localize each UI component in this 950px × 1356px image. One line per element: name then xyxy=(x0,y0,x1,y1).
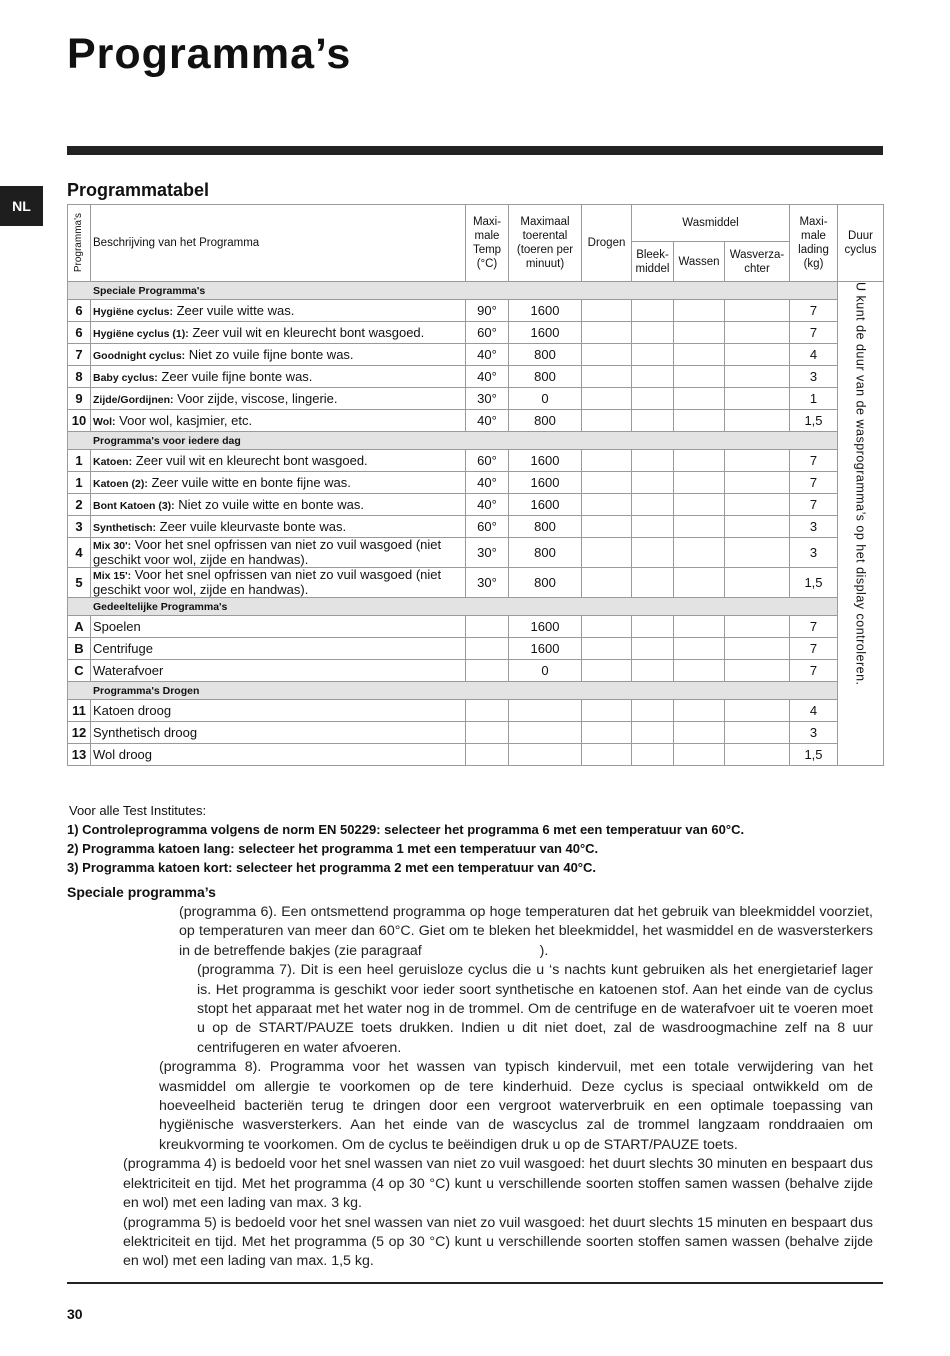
max-rpm: 0 xyxy=(509,660,582,682)
bleekmiddel-cell xyxy=(632,744,674,766)
program-text: Waterafvoer xyxy=(93,663,164,678)
program-description xyxy=(91,322,466,344)
wasverzachter-cell xyxy=(725,300,790,322)
wasverzachter-cell xyxy=(725,344,790,366)
max-rpm: 1600 xyxy=(509,322,582,344)
program-description xyxy=(91,516,466,538)
table-row xyxy=(68,450,884,472)
max-temp: 30° xyxy=(466,568,509,598)
table-row xyxy=(68,388,884,410)
drogen-cell xyxy=(582,568,632,598)
max-rpm: 800 xyxy=(509,538,582,568)
drogen-cell xyxy=(582,638,632,660)
max-load: 1,5 xyxy=(790,410,838,432)
table-row xyxy=(68,410,884,432)
program-text: Centrifuge xyxy=(93,641,153,656)
program-name: Katoen (2): xyxy=(93,478,148,490)
program-text: Voor zijde, viscose, lingerie. xyxy=(173,391,338,406)
section-label: Programma's Drogen xyxy=(68,682,838,700)
program-number: 3 xyxy=(68,516,91,538)
wasverzachter-cell xyxy=(725,744,790,766)
wasverzachter-cell xyxy=(725,516,790,538)
max-load: 7 xyxy=(790,300,838,322)
max-load: 3 xyxy=(790,538,838,568)
note-item: 2) Programma katoen lang: selecteer het programma 1 met een temperatuur van 40°C. xyxy=(67,841,599,856)
max-temp: 60° xyxy=(466,516,509,538)
drogen-cell xyxy=(582,660,632,682)
drogen-cell xyxy=(582,300,632,322)
paragraph-mix15: (programma 5) is bedoeld voor het snel wassen van niet zo vuil wasgoed: het duurt slechts 15 minuten en bespaart dus elektriciteit en tijd. Met het programma (5 op 30 °C) kunt u verschillende soorten stoffen samen wassen (behalve zijde en wol) met een lading van max. 1,5 kg. xyxy=(123,1214,873,1270)
drogen-cell xyxy=(582,722,632,744)
program-text: Niet zo vuile fijne bonte was. xyxy=(185,347,354,362)
max-load: 3 xyxy=(790,722,838,744)
table-row xyxy=(68,366,884,388)
max-temp: 40° xyxy=(466,472,509,494)
max-temp: 40° xyxy=(466,494,509,516)
wasverzachter-cell xyxy=(725,538,790,568)
wasverzachter-cell xyxy=(725,568,790,598)
max-rpm: 1600 xyxy=(509,472,582,494)
max-load: 7 xyxy=(790,322,838,344)
program-name: Goodnight cyclus: xyxy=(93,350,186,362)
max-rpm: 0 xyxy=(509,388,582,410)
program-text: Voor het snel opfrissen van niet zo vuil wasgoed (niet geschikt voor wol, zijde en handwas). xyxy=(93,567,442,597)
max-temp: 30° xyxy=(466,538,509,568)
bleekmiddel-cell xyxy=(632,616,674,638)
program-name: Bont Katoen (3): xyxy=(93,500,175,512)
bleekmiddel-cell xyxy=(632,638,674,660)
table-row xyxy=(68,568,884,598)
program-text: Katoen droog xyxy=(93,703,172,718)
header-drogen: Drogen xyxy=(582,205,632,282)
wassen-cell xyxy=(674,494,725,516)
drogen-cell xyxy=(582,494,632,516)
program-description xyxy=(91,744,466,766)
drogen-cell xyxy=(582,410,632,432)
wasverzachter-cell xyxy=(725,616,790,638)
program-text: Niet zo vuile witte en bonte was. xyxy=(174,497,364,512)
section-header-row xyxy=(68,432,884,450)
max-temp: 40° xyxy=(466,410,509,432)
paragraph-mix30: (programma 4) is bedoeld voor het snel wassen van niet zo vuil wasgoed: het duurt slechts 30 minuten en bespaart dus elektriciteit en tijd. Met het programma (4 op 30 °C) kunt u verschillende soorten stoffen samen wassen (behalve zijde en wol) met een lading van max. 3 kg. xyxy=(123,1156,873,1212)
program-number: 9 xyxy=(68,388,91,410)
drogen-cell xyxy=(582,344,632,366)
bleekmiddel-cell xyxy=(632,660,674,682)
section-header-row xyxy=(68,598,884,616)
max-rpm: 800 xyxy=(509,366,582,388)
table-row xyxy=(68,494,884,516)
program-description xyxy=(91,638,466,660)
max-rpm: 1600 xyxy=(509,638,582,660)
wasverzachter-cell xyxy=(725,700,790,722)
section-title: Programmatabel xyxy=(67,180,210,200)
program-name: Katoen: xyxy=(93,456,133,468)
max-temp xyxy=(466,638,509,660)
paragraph-goodnight: (programma 7). Dit is een heel geruisloze cyclus die u ‘s nachts kunt gebruiken als het energietarief lager is. Het programma is geschikt voor ieder soort synthetische en katoenen stof. Aan het einde van de cyclus stopt het apparaat met het water nog in de trommel. Om de centrifuge en de waterafvoer uit te voeren moet u op de START/PAUZE toets drukken. Indien u dit niet doet, zal de wasdroogmachine zelf na 8 uur centrifugeren en water afvoeren. xyxy=(197,962,873,1056)
program-text: Zeer vuile witte was. xyxy=(172,303,295,318)
max-temp xyxy=(466,616,509,638)
wassen-cell xyxy=(674,344,725,366)
max-rpm: 800 xyxy=(509,410,582,432)
program-description xyxy=(91,660,466,682)
wassen-cell xyxy=(674,366,725,388)
table-row xyxy=(68,744,884,766)
bleekmiddel-cell xyxy=(632,366,674,388)
drogen-cell xyxy=(582,744,632,766)
program-number: 10 xyxy=(68,410,91,432)
header-temp: Maxi-male Temp (°C) xyxy=(466,205,509,282)
program-name: Baby cyclus: xyxy=(93,372,158,384)
program-text: Zeer vuile fijne bonte was. xyxy=(157,369,313,384)
program-text: Spoelen xyxy=(93,619,141,634)
program-table-body xyxy=(68,282,884,766)
program-name: Zijde/Gordijnen: xyxy=(93,394,174,406)
program-text: Synthetisch droog xyxy=(93,725,198,740)
wasverzachter-cell xyxy=(725,322,790,344)
wassen-cell xyxy=(674,516,725,538)
wassen-cell xyxy=(674,300,725,322)
program-description xyxy=(91,472,466,494)
drogen-cell xyxy=(582,388,632,410)
max-load: 1,5 xyxy=(790,568,838,598)
max-load: 4 xyxy=(790,344,838,366)
program-description xyxy=(91,700,466,722)
program-number: B xyxy=(68,638,91,660)
wassen-cell xyxy=(674,722,725,744)
wassen-cell xyxy=(674,700,725,722)
bleekmiddel-cell xyxy=(632,538,674,568)
program-text: Zeer vuil wit en kleurecht bont wasgoed. xyxy=(132,453,368,468)
section-label: Gedeeltelijke Programma's xyxy=(68,598,838,616)
bleekmiddel-cell xyxy=(632,568,674,598)
program-description xyxy=(91,410,466,432)
max-temp: 60° xyxy=(466,322,509,344)
paragraph-hygiene: (programma 6). Een ontsmettend programma op hoge temperaturen dat het gebruik van bleekmiddel voorziet, op temperaturen van meer dan 60°C. Giet om te bleken het bleekmiddel, het wasmiddel en de wasversterkers in de betreffende bakjes (zie paragraaf ). xyxy=(179,904,873,959)
program-number: 1 xyxy=(68,472,91,494)
table-row xyxy=(68,660,884,682)
drogen-cell xyxy=(582,516,632,538)
drogen-cell xyxy=(582,322,632,344)
header-beschrijving: Beschrijving van het Programma xyxy=(91,205,466,282)
max-load: 7 xyxy=(790,494,838,516)
wasverzachter-cell xyxy=(725,660,790,682)
program-text: Zeer vuil wit en kleurecht bont wasgoed. xyxy=(188,325,425,340)
program-text: Voor het snel opfrissen van niet zo vuil wasgoed (niet geschikt voor wol, zijde en handwas). xyxy=(93,537,442,567)
special-programs-title: Speciale programma’s xyxy=(67,884,216,900)
wassen-cell xyxy=(674,538,725,568)
program-description xyxy=(91,538,466,568)
max-temp xyxy=(466,700,509,722)
wasverzachter-cell xyxy=(725,366,790,388)
max-rpm: 800 xyxy=(509,344,582,366)
program-description xyxy=(91,616,466,638)
wassen-cell xyxy=(674,568,725,598)
section-header-row xyxy=(68,282,884,300)
program-number: 13 xyxy=(68,744,91,766)
drogen-cell xyxy=(582,450,632,472)
max-temp: 60° xyxy=(466,450,509,472)
program-number: 11 xyxy=(68,700,91,722)
drogen-cell xyxy=(582,616,632,638)
bleekmiddel-cell xyxy=(632,450,674,472)
max-temp: 90° xyxy=(466,300,509,322)
max-rpm xyxy=(509,700,582,722)
max-load: 7 xyxy=(790,450,838,472)
note-item: 3) Programma katoen kort: selecteer het programma 2 met een temperatuur van 40°C. xyxy=(67,860,596,875)
program-number: 6 xyxy=(68,322,91,344)
max-temp: 40° xyxy=(466,366,509,388)
max-temp: 30° xyxy=(466,388,509,410)
drogen-cell xyxy=(582,700,632,722)
header-bleekmiddel: Bleek-middel xyxy=(632,242,674,282)
max-temp: 40° xyxy=(466,344,509,366)
program-table xyxy=(67,204,884,766)
max-load: 7 xyxy=(790,616,838,638)
program-number: 5 xyxy=(68,568,91,598)
program-description xyxy=(91,494,466,516)
wasverzachter-cell xyxy=(725,410,790,432)
wassen-cell xyxy=(674,638,725,660)
program-number: 6 xyxy=(68,300,91,322)
drogen-cell xyxy=(582,366,632,388)
header-toerental: Maximaal toerental (toeren per minuut) xyxy=(509,205,582,282)
table-row xyxy=(68,700,884,722)
max-rpm: 800 xyxy=(509,516,582,538)
max-rpm: 1600 xyxy=(509,450,582,472)
note-item: 1) Controleprogramma volgens de norm EN 50229: selecteer het programma 6 met een temperatuur van 60°C. xyxy=(67,822,745,837)
table-row xyxy=(68,516,884,538)
max-temp xyxy=(466,722,509,744)
program-number: 8 xyxy=(68,366,91,388)
max-load: 3 xyxy=(790,516,838,538)
header-programmas: Programma's xyxy=(68,205,91,282)
notes-intro: Voor alle Test Institutes: xyxy=(69,803,207,818)
max-rpm xyxy=(509,744,582,766)
bleekmiddel-cell xyxy=(632,472,674,494)
program-text: Voor wol, kasjmier, etc. xyxy=(115,413,253,428)
bleekmiddel-cell xyxy=(632,322,674,344)
table-row xyxy=(68,616,884,638)
program-text: Wol droog xyxy=(93,747,153,762)
max-temp xyxy=(466,660,509,682)
program-text: Zeer vuile kleurvaste bonte was. xyxy=(156,519,347,534)
section-label: Speciale Programma's xyxy=(68,282,838,300)
max-load: 7 xyxy=(790,660,838,682)
special-programs-text xyxy=(67,903,873,1272)
bleekmiddel-cell xyxy=(632,722,674,744)
max-temp xyxy=(466,744,509,766)
wasverzachter-cell xyxy=(725,638,790,660)
program-name: Wol: xyxy=(93,416,116,428)
program-name: Mix 15': xyxy=(93,570,132,582)
header-wasmiddel: Wasmiddel xyxy=(632,205,790,242)
bleekmiddel-cell xyxy=(632,700,674,722)
page-title: Programma’s xyxy=(67,30,352,78)
program-name: Synthetisch: xyxy=(93,522,157,534)
max-rpm: 1600 xyxy=(509,300,582,322)
max-rpm: 1600 xyxy=(509,494,582,516)
table-row xyxy=(68,300,884,322)
table-row xyxy=(68,538,884,568)
wasverzachter-cell xyxy=(725,494,790,516)
max-rpm: 1600 xyxy=(509,616,582,638)
max-rpm xyxy=(509,722,582,744)
program-name: Hygiëne cyclus (1): xyxy=(93,328,189,340)
footer-rule xyxy=(67,1282,883,1284)
paragraph-baby: (programma 8). Programma voor het wassen van typisch kindervuil, met een totale verwijdering van het wasmiddel om allergie te voorkomen op de tere kinderhuid. Deze cyclus is speciaal ontwikkeld om de hoeveelheid bacteriën terug te dringen door een vergroot waterverbruik en een optimale toepassing van hygiënische wasversterkers. Aan het einde van de wascyclus zal de trommel langzaam ronddraaien om kreukvorming te voorkomen. Om de cyclus te beëindigen druk u op de START/PAUZE toets. xyxy=(159,1059,873,1153)
max-load: 4 xyxy=(790,700,838,722)
program-number: A xyxy=(68,616,91,638)
max-load: 3 xyxy=(790,366,838,388)
wassen-cell xyxy=(674,410,725,432)
language-tab: NL xyxy=(0,186,43,226)
table-row xyxy=(68,638,884,660)
program-number: 1 xyxy=(68,450,91,472)
program-number: 2 xyxy=(68,494,91,516)
section-header-row xyxy=(68,682,884,700)
program-description xyxy=(91,366,466,388)
max-load: 7 xyxy=(790,472,838,494)
table-row xyxy=(68,472,884,494)
header-duur: Duur cyclus xyxy=(838,205,884,282)
header-lading: Maxi-male lading (kg) xyxy=(790,205,838,282)
wassen-cell xyxy=(674,472,725,494)
max-load: 1,5 xyxy=(790,744,838,766)
wassen-cell xyxy=(674,322,725,344)
program-number: C xyxy=(68,660,91,682)
table-row xyxy=(68,322,884,344)
drogen-cell xyxy=(582,472,632,494)
bleekmiddel-cell xyxy=(632,344,674,366)
header-wassen: Wassen xyxy=(674,242,725,282)
section-label: Programma's voor iedere dag xyxy=(68,432,838,450)
wassen-cell xyxy=(674,388,725,410)
wassen-cell xyxy=(674,450,725,472)
program-number: 12 xyxy=(68,722,91,744)
title-rule xyxy=(67,146,883,155)
program-number: 7 xyxy=(68,344,91,366)
program-description xyxy=(91,722,466,744)
bleekmiddel-cell xyxy=(632,410,674,432)
bleekmiddel-cell xyxy=(632,494,674,516)
max-load: 7 xyxy=(790,638,838,660)
program-description xyxy=(91,344,466,366)
table-row xyxy=(68,344,884,366)
program-description xyxy=(91,388,466,410)
program-description xyxy=(91,450,466,472)
bleekmiddel-cell xyxy=(632,300,674,322)
drogen-cell xyxy=(582,538,632,568)
table-row xyxy=(68,722,884,744)
header-wasverzachter: Wasverza-chter xyxy=(725,242,790,282)
wasverzachter-cell xyxy=(725,722,790,744)
program-name: Mix 30': xyxy=(93,540,132,552)
max-rpm: 800 xyxy=(509,568,582,598)
program-description xyxy=(91,568,466,598)
program-name: Hygiëne cyclus: xyxy=(93,306,173,318)
wassen-cell xyxy=(674,616,725,638)
max-load: 1 xyxy=(790,388,838,410)
program-description xyxy=(91,300,466,322)
bleekmiddel-cell xyxy=(632,388,674,410)
page-number: 30 xyxy=(67,1306,83,1322)
program-number: 4 xyxy=(68,538,91,568)
wasverzachter-cell xyxy=(725,472,790,494)
wassen-cell xyxy=(674,744,725,766)
wasverzachter-cell xyxy=(725,388,790,410)
duur-note: U kunt de duur van de wasprogramma’s op het display controleren. xyxy=(838,282,884,766)
bleekmiddel-cell xyxy=(632,516,674,538)
test-institutes-notes xyxy=(67,801,744,877)
wasverzachter-cell xyxy=(725,450,790,472)
program-text: Zeer vuile witte en bonte fijne was. xyxy=(147,475,351,490)
wassen-cell xyxy=(674,660,725,682)
